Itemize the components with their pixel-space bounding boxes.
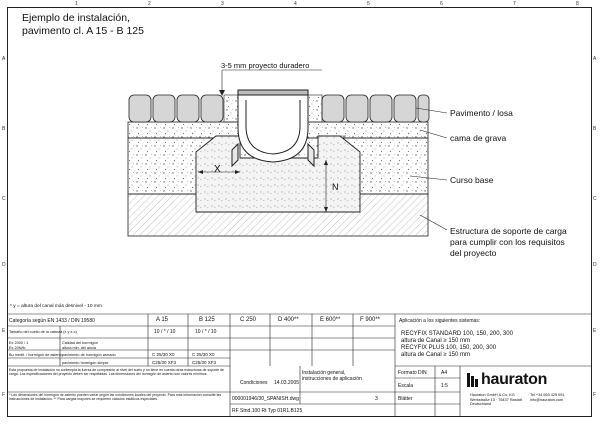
callout-estructura-line: Estructura de soporte de carga bbox=[450, 226, 567, 236]
row3-val-b2: C25/30 XF3 bbox=[192, 360, 217, 365]
callout-pavimento: Pavimento / losa bbox=[450, 108, 513, 118]
row2-label-a: Ex 2000 / 1 bbox=[9, 341, 29, 345]
address-line: Deutschland bbox=[470, 402, 492, 407]
class-d400: D 400** bbox=[278, 317, 299, 323]
scale-label: Escala bbox=[398, 383, 414, 389]
grid-ref-side: A bbox=[593, 56, 597, 62]
grid-ref-side: E bbox=[2, 328, 6, 334]
disclaimer-2: * Las dimensiones del hormigón de asiento pueden variar según las condiciones locales del proyecto. Para más información consulte las instrucciones de instalación. ** Para cargas mayores se requieren cálculos estáticos especiales. bbox=[9, 393, 222, 402]
class-e600: E 600** bbox=[320, 317, 341, 323]
callout-estructura-line: para cumplir con los requisitos bbox=[450, 237, 565, 247]
format-label: Formato DIN bbox=[398, 370, 427, 376]
email-address: info@hauraton.com bbox=[530, 397, 564, 402]
applies-item: altura de Canal ≥ 150 mm bbox=[401, 338, 470, 344]
grid-ref-top: 7 bbox=[513, 1, 516, 7]
grid-ref-side: D bbox=[2, 262, 6, 268]
class-f900: F 900** bbox=[360, 317, 381, 323]
title-line-2: pavimento cl. A 15 - B 125 bbox=[22, 25, 144, 37]
dwg-file: 000001946/30_SPANISH.dwg bbox=[232, 396, 299, 402]
drawing-date: 14.03.2005 bbox=[274, 380, 300, 386]
grid-ref-top: 5 bbox=[367, 1, 370, 7]
row1-val-b: 10 / * / 10 bbox=[195, 329, 217, 335]
install-general-line: instrucciones de aplicación bbox=[302, 376, 362, 382]
company-address bbox=[470, 393, 522, 407]
class-c250: C 250 bbox=[240, 317, 257, 323]
row2-a: Calidad del hormigón bbox=[62, 341, 98, 345]
row3-val-b1: C25/30 XF3 bbox=[152, 360, 177, 365]
grid-ref-top: 1 bbox=[75, 1, 78, 7]
brand-name: hauraton bbox=[481, 371, 548, 388]
sheets-label: Blätter bbox=[398, 396, 413, 402]
row2-b: altura min. del ancla bbox=[62, 346, 96, 350]
install-general-line: Instalación general, bbox=[302, 370, 346, 376]
company-contact bbox=[530, 393, 565, 402]
grid-ref-side: F bbox=[2, 392, 6, 398]
applies-header: Aplicación a los siguientes sistemas: bbox=[399, 318, 481, 324]
address-line: Werkstraße 13 · 76437 Rastatt bbox=[470, 397, 522, 402]
applies-list bbox=[401, 331, 513, 359]
row3-b: pavimento hormigón simple bbox=[62, 361, 109, 365]
class-a15: A 15 bbox=[156, 317, 169, 323]
grid-ref-side: E bbox=[593, 328, 597, 334]
proyecto-label: 3-5 mm proyecto duradero bbox=[221, 61, 310, 70]
row3-label: Bu medit. / hormigón de asiento bbox=[9, 353, 63, 357]
grid-ref-top: 3 bbox=[221, 1, 224, 7]
class-b125: B 125 bbox=[199, 317, 215, 323]
grid-ref-side: C bbox=[593, 196, 597, 202]
row3-val-a1: C 25/30 X0 bbox=[152, 352, 175, 357]
disclaimer: Esta propuesta de instalación no contempla la fuerza de compresión al nivel del suelo y no tiene en cuenta otras estructuras de soporte de carga. Las especificaciones del proyecto deben ser respetadas. Las dimensiones del hormigón de asiento son valores mínimos. bbox=[9, 368, 224, 377]
title-line-1: Ejemplo de instalación, bbox=[22, 12, 130, 24]
grid-ref-top: 2 bbox=[148, 1, 151, 7]
row1-val-a: 10 / * / 10 bbox=[154, 329, 176, 335]
scale-value: 1:5 bbox=[441, 383, 448, 389]
row3-val-a2: C 25/30 X0 bbox=[192, 352, 215, 357]
row1-label: Tamaño del cuello de la cabeza (x y x-x) bbox=[9, 330, 77, 334]
grid-ref-top: 6 bbox=[440, 1, 443, 7]
grid-ref-side: B bbox=[593, 126, 597, 132]
row3-a: pavimento de hormigón armado bbox=[62, 353, 116, 357]
phone-number: Tel +34 663 425 091 bbox=[530, 393, 565, 397]
hauraton-logo bbox=[467, 371, 547, 389]
callout-estructura-line: del proyecto bbox=[450, 248, 497, 258]
ref-code: RF Stnd.100 Rt Typ 01R1.B125 bbox=[232, 408, 303, 414]
callout-curso: Curso base bbox=[450, 175, 494, 185]
grid-ref-side: D bbox=[593, 262, 597, 268]
dimension-x-label: X bbox=[214, 164, 221, 175]
class-header: Categoría según EN 1433 / DIN 19580 bbox=[9, 318, 95, 324]
install-general bbox=[302, 370, 362, 382]
row2-label-b: Ex 20N/fc bbox=[9, 346, 26, 350]
grid-ref-side: A bbox=[2, 56, 6, 62]
applies-item: RECYFIX PLUS 100, 150, 200, 300 bbox=[401, 345, 497, 351]
grid-ref-side: B bbox=[2, 126, 6, 132]
hauraton-logo-mark bbox=[467, 373, 479, 387]
sheet-number: 3 bbox=[375, 396, 378, 402]
footnote: * y = altura del canal más desnivel - 10 mm bbox=[10, 304, 102, 309]
dimension-n-label: N bbox=[332, 182, 339, 192]
callout-grava: cama de grava bbox=[450, 133, 507, 143]
format-value: A4 bbox=[441, 370, 448, 376]
applies-item: altura de Canal ≥ 150 mm bbox=[401, 352, 470, 358]
grid-ref-top: 4 bbox=[294, 1, 297, 7]
address-line: Hauraton GmbH & Co. KG bbox=[470, 393, 515, 397]
grid-ref-side: C bbox=[2, 196, 6, 202]
grid-ref-side: F bbox=[593, 392, 597, 398]
grid-ref-top: 8 bbox=[576, 1, 579, 7]
conditions-label: Condiciones bbox=[240, 380, 268, 386]
applies-item: RECYFIX STANDARD 100, 150, 200, 300 bbox=[401, 331, 513, 337]
